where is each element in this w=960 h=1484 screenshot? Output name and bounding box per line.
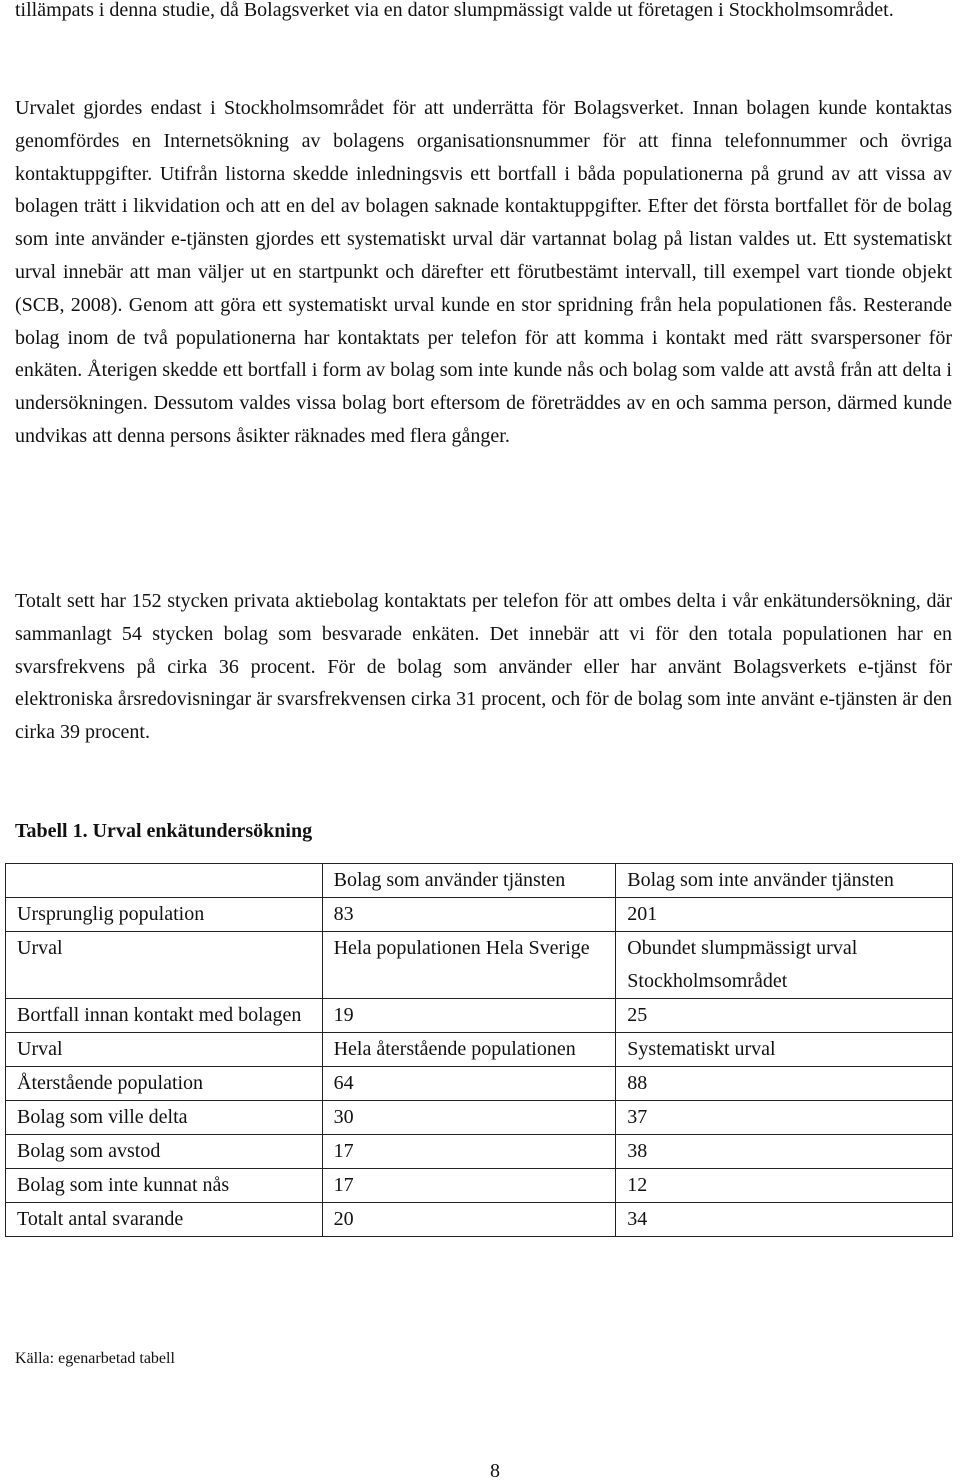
table-row	[6, 1033, 953, 1067]
table-cell: 30	[322, 1101, 616, 1135]
row-label: Totalt antal svarande	[6, 1203, 323, 1237]
table-caption: Tabell 1. Urval enkätundersökning	[15, 820, 313, 842]
row-label: Återstående population	[6, 1067, 323, 1101]
table-cell: 88	[616, 1067, 953, 1101]
table-row	[6, 898, 953, 932]
table-cell: 64	[322, 1067, 616, 1101]
table-row	[6, 1067, 953, 1101]
table-header-cell	[6, 864, 323, 898]
row-label: Bolag som avstod	[6, 1135, 323, 1169]
table-cell: Systematiskt urval	[616, 1033, 953, 1067]
table-cell: 83	[322, 898, 616, 932]
table-row	[6, 1135, 953, 1169]
sample-table	[5, 863, 953, 1237]
table-row	[6, 1203, 953, 1237]
paragraph-3: Totalt sett har 152 stycken privata aktiebolag kontaktats per telefon för att ombes delta i vår enkätundersökning, där sammanlagt 54 stycken bolag som besvarade enkäten. Det innebär att vi för den totala populationen har en svarsfrekvens på cirka 36 procent. För de bolag som använder eller har använt Bolagsverkets e-tjänst för elektroniska årsredovisningar är svarsfrekvensen cirka 31 procent, och för de bolag som inte använt e-tjänsten är den cirka 39 procent.	[15, 590, 952, 744]
table-cell: 201	[616, 898, 953, 932]
table-row	[6, 999, 953, 1033]
table-cell: 19	[322, 999, 616, 1033]
row-label: Urval	[6, 1033, 323, 1067]
table-cell: 25	[616, 999, 953, 1033]
row-label: Ursprunglig population	[6, 898, 323, 932]
table-cell: Obundet slumpmässigt urval Stockholmsområdet	[616, 932, 953, 999]
page-number: 8	[490, 1460, 500, 1482]
row-label: Bolag som inte kunnat nås	[6, 1169, 323, 1203]
table-cell: Hela återstående populationen	[322, 1033, 616, 1067]
table-header-cell: Bolag som använder tjänsten	[322, 864, 616, 898]
paragraph-2: Urvalet gjordes endast i Stockholmsområdet för att underrätta för Bolagsverket. Innan bolagen kunde kontaktas genomfördes en Internetsökning av bolagens organisationsnummer för att finna telefonnummer och övriga kontaktuppgifter. Utifrån listorna skedde inledningsvis ett bortfall i båda populationerna på grund av att vissa av bolagen trätt i likvidation och att en del av bolagen saknade kontaktuppgifter. Efter det första bortfallet för de bolag som inte använder e-tjänsten gjordes ett systematiskt urval där vartannat bolag på listan valdes ut. Ett systematiskt urval innebär att man väljer ut en startpunkt och därefter ett förutbestämt intervall, till exempel vart tionde objekt (SCB, 2008). Genom att göra ett systematiskt urval kunde en stor spridning från hela populationen fås. Resterande bolag inom de två populationerna har kontaktats per telefon för att komma i kontakt med rätt svarspersoner för enkäten. Återigen skedde ett bortfall i form av bolag som inte kunde nås och bolag som valde att avstå från att delta i undersökningen. Dessutom valdes vissa bolag bort eftersom de företräddes av en och samma person, därmed kunde undvikas att denna persons åsikter räknades med flera gånger.	[15, 97, 952, 447]
table-header-cell: Bolag som inte använder tjänsten	[616, 864, 953, 898]
table-cell: 34	[616, 1203, 953, 1237]
table-header-row	[6, 864, 953, 898]
table-row	[6, 1169, 953, 1203]
table-cell: 38	[616, 1135, 953, 1169]
table-source-note: Källa: egenarbetad tabell	[15, 1350, 175, 1367]
row-label: Urval	[6, 932, 323, 999]
table-cell: 17	[322, 1135, 616, 1169]
table-cell: 20	[322, 1203, 616, 1237]
row-label: Bolag som ville delta	[6, 1101, 323, 1135]
row-label: Bortfall innan kontakt med bolagen	[6, 999, 323, 1033]
table-cell: 12	[616, 1169, 953, 1203]
table-cell: 17	[322, 1169, 616, 1203]
table-row	[6, 1101, 953, 1135]
table-row	[6, 932, 953, 999]
paragraph-1: tillämpats i denna studie, då Bolagsverket via en dator slumpmässigt valde ut företagen i Stockholmsområdet.	[15, 0, 894, 21]
table-cell: 37	[616, 1101, 953, 1135]
table-cell: Hela populationen Hela Sverige	[322, 932, 616, 999]
